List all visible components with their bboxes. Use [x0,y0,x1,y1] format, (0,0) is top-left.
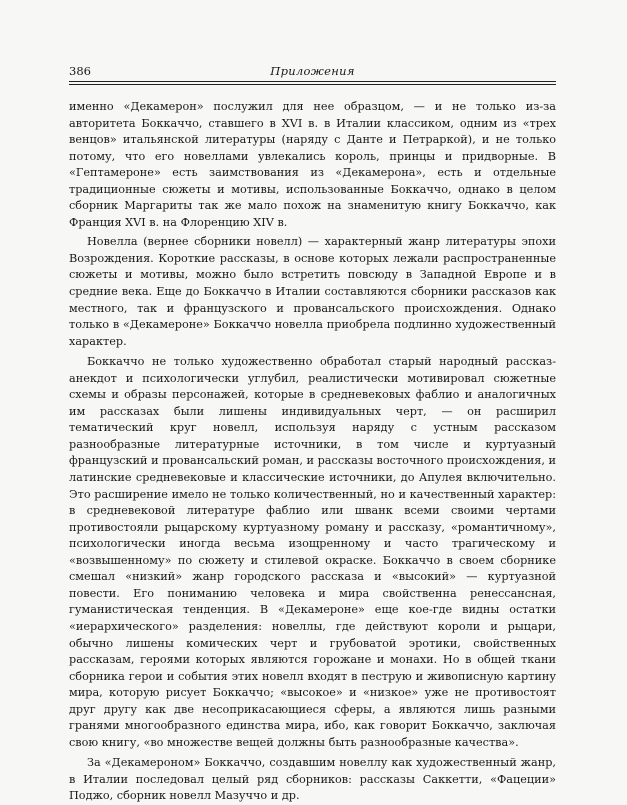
paragraph: За «Декамероном» Боккаччо, создавшим новеллу как художественный жанр, в Италии последовал целый ряд сборников: рассказы Саккетти, «Фацеции» Поджо, сборник новелл Мазуччо и др. [69,756,556,803]
running-header [69,64,556,82]
header-rule [69,84,556,85]
page-number: 386 [69,64,91,78]
paragraph: Боккаччо не только художественно обработал старый народный рассказ-анекдот и психологически углубил, реалистически мотивировал сюжетные схемы и образы персонажей, которые в средневековых фаблио и аналогичных им рассказах были лишены индивидуальных черт, — он расширил тематический круг новелл, используя наряду с устным рассказом разнообразные литературные источники, в том числе и куртуазный французский и провансальский роман, и рассказы восточного происхождения, и латинские средневековые и классические источники, до Апулея включительно. Это расширение имело не только количественный, но и качественный характер: в средневековой литературе фаблио или шванк всеми своими чертами противостояли рыцарскому куртуазному роману и рассказу, «романтичному», психологически иногда весьма изощренному и часто трагическому и «возвышенному» по сюжету и стилевой окраске. Боккаччо в своем сборнике смешал «низкий» жанр городского рассказа и «высокий» — куртуазной повести. Его пониманию человека и мира свойственна ренессансная, гуманистическая тенденция. В «Декамероне» еще кое-где видны остатки «иерархического» разделения: новеллы, где действуют короли и рыцари, обычно лишены комических черт и грубоватой эротики, свойственных рассказам, героями которых являются горожане и монахи. Но в общей ткани сборника герои и события этих новелл входят в пеструю и живописную картину мира, которую рисует Боккаччо; «высокое» и «низкое» уже не противостоят друг другу как две несоприкасающиеся сферы, а являются лишь разными гранями многообразного единства мира, ибо, как говорит Боккаччо, заключая свою книгу, «во множестве вещей должны быть разнообразные качества». [69,355,556,749]
running-title: Приложения [270,64,355,78]
paragraph: Новелла (вернее сборники новелл) — характерный жанр литературы эпохи Возрождения. Короткие рассказы, в основе которых лежали распространенные сюжеты и мотивы, можно было встретить повсюду в Западной Европе и в средние века. Еще до Боккаччо в Италии составляются сборники рассказов как местного, так и французского и провансальского происхождения. Однако только в «Декамероне» Боккаччо новелла приобрела подлинно художественный характер. [69,235,556,348]
body-text [69,99,556,805]
paragraph: именно «Декамерон» послужил для нее образцом, — и не только из-за авторитета Боккаччо, ставшего в XVI в. в Италии классиком, одним из «трех венцов» итальянской литературы (наряду с Данте и Петраркой), и не только потому, что его новеллами увлекались король, принцы и придворные. В «Гептамероне» есть заимствования из «Декамерона», есть и отдельные традиционные сюжеты и мотивы, использованные Боккаччо, однако в целом сборник Маргариты так же мало похож на знаменитую книгу Боккаччо, как Франция XVI в. на Флоренцию XIV в. [69,100,556,229]
book-page [69,64,556,805]
